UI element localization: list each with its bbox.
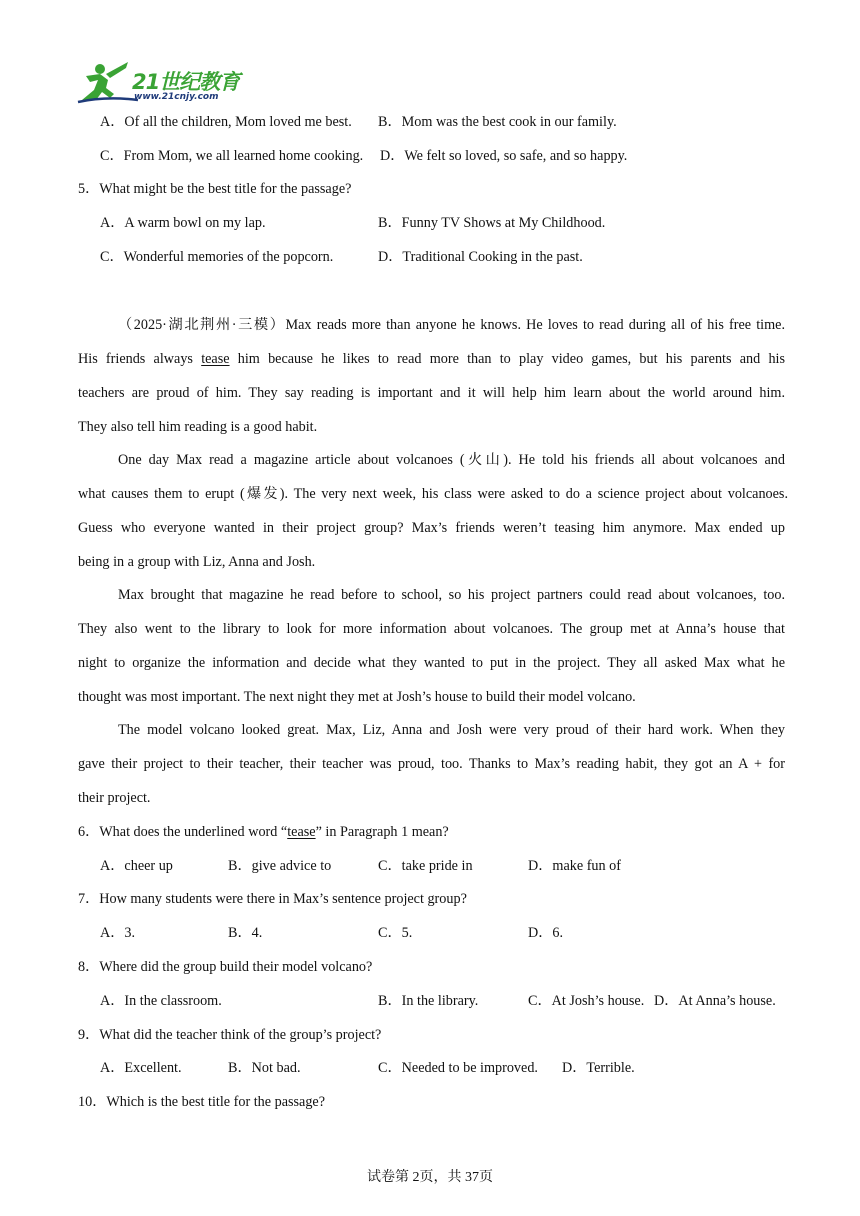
q8-option-a: A．In the classroom. — [100, 993, 222, 1009]
q4-option-a: A．Of all the children, Mom loved me best. — [100, 114, 352, 130]
passage-line: Guess who everyone wanted in their project group? Max’s friends weren’t teasing him anymore. Max ended up — [78, 520, 785, 536]
passage-line: their project. — [78, 790, 151, 806]
q9-option-c: C．Needed to be improved. — [378, 1060, 538, 1076]
passage-line: gave their project to their teacher, their teacher was proud, too. Thanks to Max’s reading habit, they got an A + for — [78, 756, 785, 772]
site-logo — [76, 60, 246, 106]
q7-stem: 7．How many students were there in Max’s sentence project group? — [78, 891, 467, 907]
q6-stem: 6．What does the underlined word “tease” in Paragraph 1 mean? — [78, 824, 449, 840]
q5-option-a: A．A warm bowl on my lap. — [100, 215, 266, 231]
q6-option-a: A．cheer up — [100, 858, 173, 874]
q7-option-d: D．6. — [528, 925, 564, 941]
passage-line: being in a group with Liz, Anna and Josh. — [78, 554, 316, 570]
q6-option-d: D．make fun of — [528, 858, 621, 874]
underlined-word-tease: tease — [287, 824, 316, 840]
q8-option-d: D．At Anna’s house. — [654, 993, 776, 1009]
q5-option-c: C．Wonderful memories of the popcorn. — [100, 249, 334, 265]
passage-line: teachers are proud of him. They say reading is important and it will help him learn about the world around him. — [78, 385, 785, 401]
page-footer: 试卷第 2页，共 37页 — [367, 1170, 493, 1185]
q5-stem: 5．What might be the best title for the passage? — [78, 181, 352, 197]
passage-line: thought was most important. The next night they met at Josh’s house to build their model volcano. — [78, 689, 636, 705]
q4-option-d: D．We felt so loved, so safe, and so happy. — [380, 148, 628, 164]
q5-option-b: B．Funny TV Shows at My Childhood. — [378, 215, 606, 231]
passage-line: night to organize the information and decide what they wanted to put in the project. They all asked Max what he — [78, 655, 785, 671]
q6-option-b: B．give advice to — [228, 858, 332, 874]
q8-option-c: C．At Josh’s house. — [528, 993, 645, 1009]
passage-line: The model volcano looked great. Max, Liz, Anna and Josh were very proud of their hard work. When they — [118, 722, 785, 738]
passage-line: （2025·湖北荆州·三模）Max reads more than anyone he knows. He loves to read during all of his free time. — [118, 317, 785, 333]
logo-brand: 21世纪教育 — [132, 70, 240, 94]
q9-option-a: A．Excellent. — [100, 1060, 182, 1076]
passage-line: One day Max read a magazine article about volcanoes (火山). He told his friends all about volcanoes and — [118, 452, 785, 468]
underlined-word-tease: tease — [201, 351, 230, 367]
q7-option-c: C．5. — [378, 925, 413, 941]
q4-option-b: B．Mom was the best cook in our family. — [378, 114, 617, 130]
q9-option-d: D．Terrible. — [562, 1060, 635, 1076]
q9-option-b: B．Not bad. — [228, 1060, 301, 1076]
q7-option-b: B．4. — [228, 925, 263, 941]
q8-stem: 8．Where did the group build their model volcano? — [78, 959, 373, 975]
passage-line: His friends always tease him because he likes to read more than to play video games, but his parents and his — [78, 351, 785, 367]
q5-option-d: D．Traditional Cooking in the past. — [378, 249, 583, 265]
q9-stem: 9．What did the teacher think of the group’s project? — [78, 1027, 382, 1043]
logo-url: www.21cnjy.com — [134, 92, 219, 102]
passage-line: what causes them to erupt (爆发). The very next week, his class were asked to do a science project about volcanoes. — [78, 486, 788, 502]
passage-line: They also tell him reading is a good habit. — [78, 419, 318, 435]
q7-option-a: A．3. — [100, 925, 136, 941]
passage-line: They also went to the library to look for more information about volcanoes. The group met at Anna’s house that — [78, 621, 785, 637]
passage-line: Max brought that magazine he read before to school, so his project partners could read about volcanoes, too. — [118, 587, 785, 603]
q8-option-b: B．In the library. — [378, 993, 479, 1009]
q4-option-c: C．From Mom, we all learned home cooking. — [100, 148, 364, 164]
q6-option-c: C．take pride in — [378, 858, 473, 874]
q10-stem: 10．Which is the best title for the passage? — [78, 1094, 326, 1110]
